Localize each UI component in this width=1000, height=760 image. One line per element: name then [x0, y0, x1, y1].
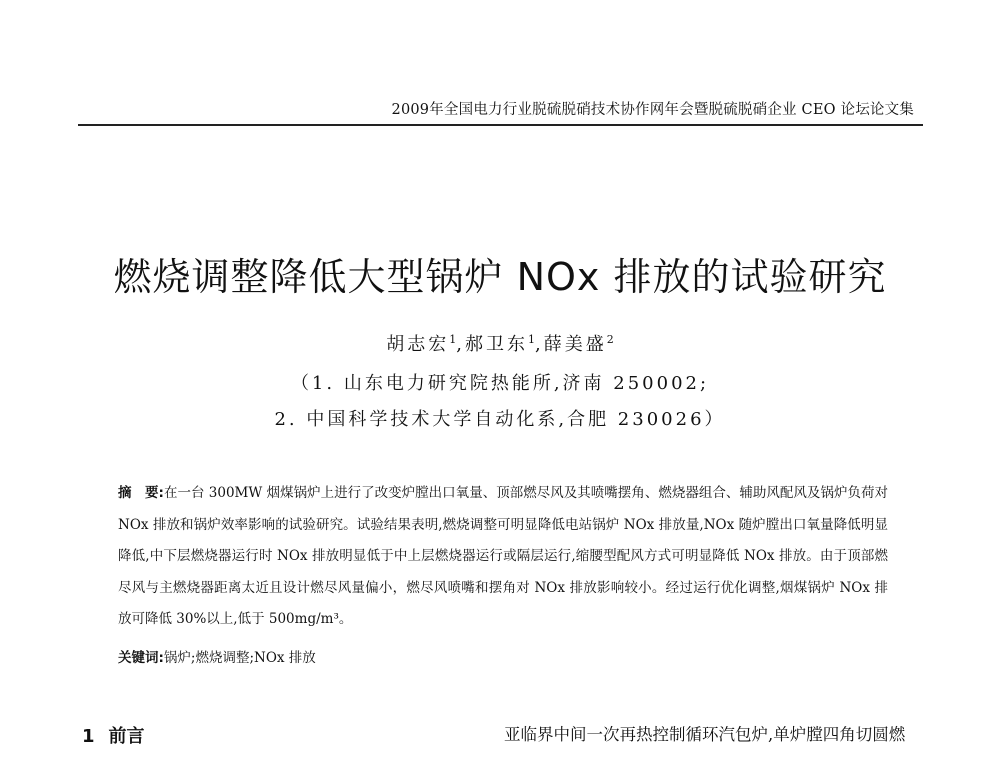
running-header: 2009年全国电力行业脱硫脱硝技术协作网年会暨脱硫脱硝企业 CEO 论坛论文集	[391, 102, 914, 118]
abstract	[118, 478, 888, 636]
keywords-text: 锅炉;燃烧调整;NOx 排放	[163, 650, 316, 666]
author-name: 胡志宏	[386, 334, 450, 355]
affiliation-2: 2. 中国科学技术大学自动化系,合肥 230026）	[274, 409, 726, 430]
keywords-label: 关键词:	[118, 650, 164, 666]
body-text-line: 亚临界中间一次再热控制循环汽包炉,单炉膛四角切圆燃	[504, 725, 906, 744]
author-name: 郝卫东	[465, 334, 528, 355]
keywords	[118, 646, 316, 666]
paper-title: 燃烧调整降低大型锅炉 NOx 排放的试验研究	[113, 255, 887, 299]
author-affiliation-mark: 2	[606, 333, 614, 346]
author-affiliation-mark: 1	[449, 333, 457, 346]
header-rule	[78, 124, 923, 126]
author-name: 薛美盛	[543, 334, 607, 355]
author-list: 胡志宏$^1$,郝卫东$^1$,薛美盛$^2$	[386, 333, 614, 355]
section-title: 前言	[108, 726, 145, 747]
abstract-text: 在一台 300MW 烟煤锅炉上进行了改变炉膛出口氧量、顶部燃尽风及其喷嘴摆角、燃烧器组合、辅助风配风及锅炉负荷对 NOx 排放和锅炉效率影响的试验研究。试验结果表明,燃烧调整可明显降低电站锅炉 NOx 排放量,NOx 随炉膛出口氧量降低明显降低,中下层燃烧器运行时 NOx 排放明显低于中上层燃烧器运行或隔层运行,缩腰型配风方式可明显降低 NOx 排放。由于顶部燃尽风与主燃烧器距离太近且设计燃尽风量偏小，燃尽风喷嘴和摆角对 NOx 排放影响较小。经过运行优化调整,烟煤锅炉 NOx 排放可降低 30%以上,低于 500mg/m³。	[118, 485, 888, 628]
section-number: 1	[82, 726, 95, 747]
abstract-label: 摘 要:	[118, 485, 164, 501]
section-heading	[82, 722, 145, 748]
affiliation-1: （1. 山东电力研究院热能所,济南 250002;	[290, 373, 710, 394]
author-affiliation-mark: 1	[528, 333, 535, 346]
